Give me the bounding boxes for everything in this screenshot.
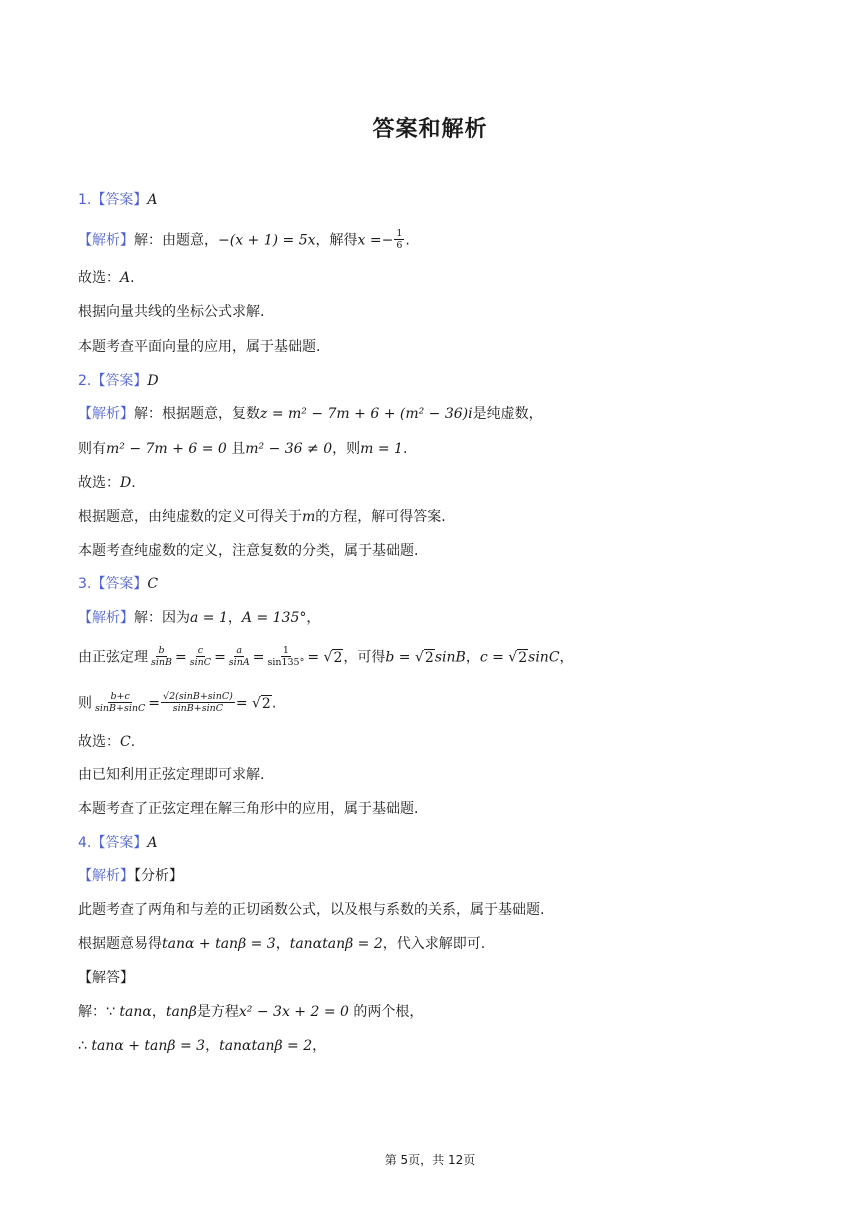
q3-analysis-tag: 【解析】 xyxy=(78,610,134,626)
q2-text: 解：根据题意，复数 xyxy=(134,406,260,422)
q3-text: ， xyxy=(227,610,242,626)
q4-analysis-subtag: 【分析】 xyxy=(134,868,183,884)
q3-equation: sinC xyxy=(528,649,560,666)
fraction-numerator: √2(sinB+sinC) xyxy=(163,691,233,702)
q2-text: 的方程，解可得答案. xyxy=(315,509,446,525)
q2-text: 则有 xyxy=(78,441,106,457)
q4-text: 根据题意易得 xyxy=(78,936,162,952)
q3-fraction xyxy=(93,691,147,714)
q4-text: ，代入求解即可. xyxy=(382,936,486,952)
q1-choose-label: 故选： xyxy=(78,270,120,286)
q4-text: ， xyxy=(205,1038,220,1054)
q4-solve-line2 xyxy=(78,1036,326,1056)
q4-equation: tanα xyxy=(119,1004,152,1020)
equals-sign: = xyxy=(148,695,161,712)
q3-answer-line xyxy=(78,574,158,594)
q4-analysis-tag: 【解析】 xyxy=(78,868,134,884)
q3-method: 由已知利用正弦定理即可求解. xyxy=(78,767,265,783)
fraction-numerator: 1 xyxy=(396,228,403,239)
sqrt-value: 2 xyxy=(424,649,434,666)
q1-number: 1. xyxy=(78,192,92,208)
q3-text: ，可得 xyxy=(343,649,386,666)
q4-text: 的两个根， xyxy=(348,1004,424,1020)
sqrt-icon: √ xyxy=(252,695,261,712)
q4-equation: tanα + tanβ = 3 xyxy=(162,936,276,952)
q4-text: ， xyxy=(312,1038,327,1054)
sqrt-value: 2 xyxy=(518,649,528,666)
page-title: 答案和解析 xyxy=(372,117,488,142)
q3-text: 由正弦定理 xyxy=(78,649,148,666)
q2-analysis-tag: 【解析】 xyxy=(78,406,134,422)
q4-equation: tanαtanβ = 2 xyxy=(219,1038,313,1054)
q2-choose-line xyxy=(78,473,136,493)
q1-method: 根据向量共线的坐标公式求解. xyxy=(78,304,265,320)
q1-text: . xyxy=(130,270,135,286)
fraction-denominator: sin135° xyxy=(267,657,305,668)
sqrt-icon: √ xyxy=(415,649,424,666)
q3-equation: A = 135° xyxy=(241,610,307,626)
q2-answer-line xyxy=(78,371,159,391)
sqrt-icon: √ xyxy=(508,649,518,666)
equals-sign: = xyxy=(214,649,226,666)
q2-analysis-line xyxy=(78,404,543,424)
q4-text: ∴ xyxy=(78,1038,92,1054)
q2-variable: m xyxy=(302,509,316,525)
fraction-numerator: 1 xyxy=(282,645,289,656)
equals-sign: = xyxy=(252,649,265,666)
q3-fraction xyxy=(188,645,213,668)
q4-analysis-line xyxy=(78,866,183,886)
q1-answer-line xyxy=(78,190,157,210)
fraction-denominator: sinB xyxy=(151,657,173,668)
q1-text: 解：由题意， xyxy=(134,232,218,249)
q2-text: ，则 xyxy=(332,441,361,457)
q3-text: ， xyxy=(559,649,574,666)
q4-answer: A xyxy=(147,835,158,851)
q2-text: 是纯虚数， xyxy=(472,406,543,422)
q1-equation: −(x + 1) = 5x xyxy=(218,232,316,249)
q3-equation: sinB xyxy=(434,649,466,666)
fraction-numerator: c xyxy=(197,645,204,656)
q4-para2-line xyxy=(78,934,485,954)
q1-analysis-tag: 【解析】 xyxy=(78,232,134,249)
q2-equation: m² − 7m + 6 = 0 xyxy=(106,441,227,457)
q2-condition-line xyxy=(78,439,407,459)
sqrt-icon: √ xyxy=(323,649,333,666)
q3-fraction xyxy=(149,645,174,668)
fraction-denominator: sinB+sinC xyxy=(172,703,224,714)
q1-answer-tag: 【答案】 xyxy=(91,192,148,208)
q1-solution: x =− xyxy=(357,232,394,249)
q4-solve-line1 xyxy=(78,1002,423,1022)
q2-answer: D xyxy=(147,373,159,389)
q3-equation: a = 1 xyxy=(190,610,228,626)
q4-equation: tanα + tanβ = 3 xyxy=(91,1038,206,1054)
q1-choose-line xyxy=(78,268,135,288)
q1-answer: A xyxy=(147,192,158,208)
q3-fraction xyxy=(227,645,252,668)
q3-text: 则 xyxy=(78,695,92,712)
q2-text: . xyxy=(131,475,136,491)
q3-text: ， xyxy=(465,649,480,666)
q4-equation: tanαtanβ = 2 xyxy=(289,936,383,952)
fraction-numerator: a xyxy=(236,645,243,656)
q4-para1: 此题考查了两角和与差的正切函数公式，以及根与系数的关系，属于基础题. xyxy=(78,902,545,918)
q3-text: ， xyxy=(306,610,321,626)
q4-text: 解：∵ xyxy=(78,1004,120,1020)
q4-equation: x² − 3x + 2 = 0 xyxy=(238,1004,349,1020)
q2-text: . xyxy=(402,441,408,457)
q3-equation: b = xyxy=(385,649,411,666)
q3-ratio-line xyxy=(78,692,276,715)
q4-text: ， xyxy=(275,936,290,952)
q2-choose-label: 故选： xyxy=(78,475,120,491)
q1-comment: 本题考查平面向量的应用，属于基础题. xyxy=(78,339,321,355)
q1-text: . xyxy=(405,232,410,249)
q3-fraction xyxy=(161,691,235,714)
equals-sign: = xyxy=(307,649,320,666)
q3-answer-tag: 【答案】 xyxy=(91,576,148,592)
q2-choose-answer: D xyxy=(120,475,132,491)
q1-analysis-line xyxy=(78,229,410,252)
fraction-numerator: b+c xyxy=(110,691,130,702)
sqrt-value: 2 xyxy=(261,695,271,712)
q2-equation: z = m² − 7m + 6 + (m² − 36)i xyxy=(260,406,473,422)
q2-result: m = 1 xyxy=(360,441,403,457)
sqrt-value: 2 xyxy=(333,649,343,666)
q1-text: ，解得 xyxy=(315,232,358,249)
fraction-denominator: sinB+sinC xyxy=(95,703,146,714)
fraction-denominator: sinC xyxy=(189,657,212,668)
q2-number: 2. xyxy=(78,373,92,389)
q1-fraction xyxy=(394,228,404,251)
q3-text: 解：因为 xyxy=(134,610,190,626)
q4-answer-tag: 【答案】 xyxy=(91,835,148,851)
q3-number: 3. xyxy=(78,576,92,592)
q4-answer-line xyxy=(78,833,157,853)
q4-equation: tanβ xyxy=(165,1004,197,1020)
q3-sine-law-line xyxy=(78,646,574,669)
q4-solve-tag: 【解答】 xyxy=(78,970,134,986)
fraction-denominator: sinA xyxy=(228,657,250,668)
fraction-numerator: b xyxy=(158,645,165,656)
q3-comment: 本题考查了正弦定理在解三角形中的应用，属于基础题. xyxy=(78,801,419,817)
q4-number: 4. xyxy=(78,835,92,851)
q3-choose-line xyxy=(78,732,135,752)
q3-text: . xyxy=(130,734,136,750)
equals-sign: = xyxy=(235,695,248,712)
q3-equation: c = xyxy=(479,649,504,666)
q3-choose-label: 故选： xyxy=(78,734,120,750)
q3-analysis-line xyxy=(78,608,320,628)
q2-method-line xyxy=(78,507,446,527)
q2-comment: 本题考查纯虚数的定义，注意复数的分类，属于基础题. xyxy=(78,543,419,559)
q3-fraction xyxy=(265,645,306,668)
q3-text: . xyxy=(271,695,277,712)
q4-text: 是方程 xyxy=(196,1004,239,1020)
q2-answer-tag: 【答案】 xyxy=(91,373,148,389)
q1-choose-answer: A xyxy=(120,270,131,286)
q3-choose-answer: C xyxy=(120,734,131,750)
equals-sign: = xyxy=(175,649,187,666)
fraction-denominator: 6 xyxy=(396,240,403,251)
q2-equation: m² − 36 ≠ 0 xyxy=(245,441,333,457)
q3-answer: C xyxy=(147,576,159,592)
q4-text: ， xyxy=(151,1004,166,1020)
q2-text: 且 xyxy=(226,441,246,457)
page-footer: 第 5页，共 12页 xyxy=(384,1153,476,1167)
q2-text: 根据题意，由纯虚数的定义可得关于 xyxy=(78,509,302,525)
